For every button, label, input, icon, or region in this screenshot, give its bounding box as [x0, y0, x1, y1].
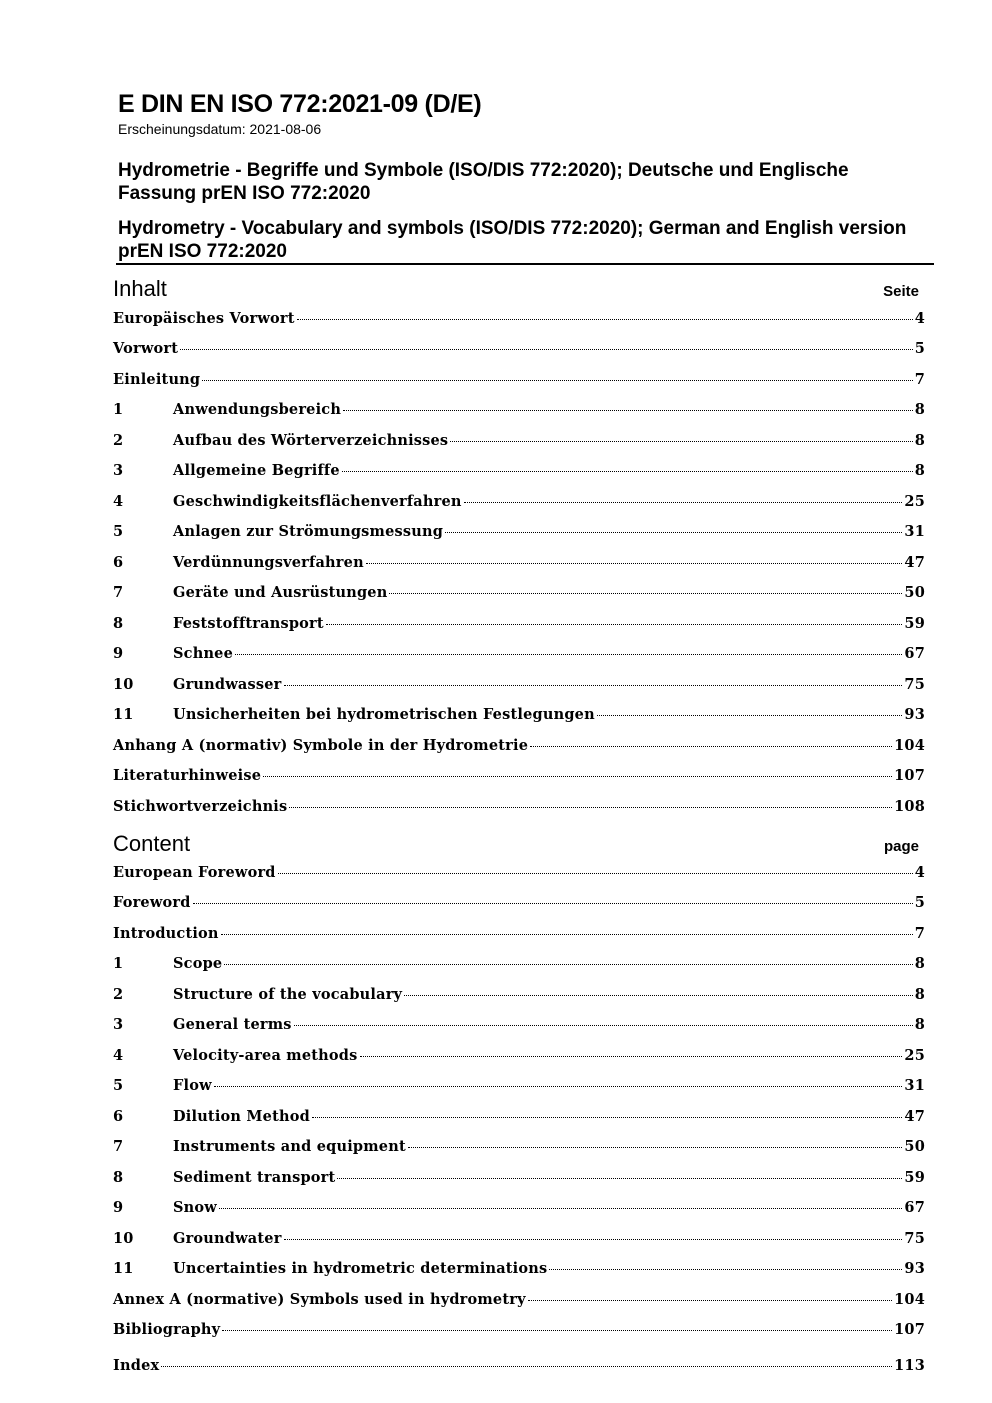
- toc-entry-number: 4: [113, 1047, 124, 1064]
- toc-entry-label: Geräte und Ausrüstungen: [173, 584, 388, 601]
- toc-entry-page: 4: [914, 310, 925, 327]
- toc-entry-label: Snow: [173, 1199, 217, 1216]
- toc-entry-page: 5: [914, 894, 925, 911]
- toc-entry-number: 6: [113, 554, 124, 571]
- toc-entry[interactable]: [113, 986, 925, 1008]
- toc-entry[interactable]: [113, 1230, 925, 1252]
- toc-entry[interactable]: [113, 1169, 925, 1191]
- toc-entry-page: 8: [914, 1016, 925, 1033]
- toc-entry[interactable]: [113, 432, 925, 454]
- title-german: Hydrometrie - Begriffe und Symbole (ISO/DIS 772:2020); Deutsche und Englische Fassung prEN ISO 772:2020: [118, 160, 849, 204]
- toc-entry-label: Groundwater: [173, 1230, 282, 1247]
- toc-entry-page: 67: [904, 645, 925, 662]
- toc-entry[interactable]: [113, 767, 925, 789]
- header-rule: [116, 263, 934, 265]
- toc-entry[interactable]: [113, 1108, 925, 1130]
- toc-entry-label: Introduction: [113, 925, 219, 942]
- toc-dot-leader: [597, 715, 903, 716]
- toc-entry-label: Allgemeine Begriffe: [173, 462, 340, 479]
- toc-entry-page: 5: [914, 340, 925, 357]
- toc-entry-label: Anwendungsbereich: [173, 401, 342, 418]
- toc-entry[interactable]: [113, 955, 925, 977]
- toc-entry[interactable]: [113, 706, 925, 728]
- toc-entry-number: 6: [113, 1108, 124, 1125]
- toc-entry[interactable]: [113, 798, 925, 820]
- toc-dot-leader: [284, 1239, 903, 1240]
- toc-entry-label: Index: [113, 1357, 160, 1374]
- toc-entry-number: 2: [113, 986, 124, 1003]
- toc-entry-page: 67: [904, 1199, 925, 1216]
- toc-entry-label: Europäisches Vorwort: [113, 310, 295, 327]
- toc-dot-leader: [193, 903, 913, 904]
- toc-dot-leader: [224, 964, 912, 965]
- toc-dot-leader: [530, 746, 892, 747]
- toc-entry[interactable]: [113, 493, 925, 515]
- toc-entry-label: Verdünnungsverfahren: [173, 554, 364, 571]
- toc-entry-label: Schnee: [173, 645, 234, 662]
- toc-entry-page: 93: [904, 706, 925, 723]
- toc-dot-leader: [337, 1178, 902, 1179]
- toc-entry-number: 9: [113, 645, 124, 662]
- toc-entry[interactable]: [113, 1047, 925, 1069]
- toc-entry-label: Foreword: [113, 894, 191, 911]
- toc-entry-number: 7: [113, 1138, 124, 1155]
- toc-entry-page: 104: [894, 737, 925, 754]
- toc-entry-page: 107: [894, 1321, 925, 1338]
- toc-entry[interactable]: [113, 894, 925, 916]
- toc-entry-label: Sediment transport: [173, 1169, 336, 1186]
- toc-en-heading: [113, 831, 921, 857]
- toc-entry-page: 31: [904, 1077, 925, 1094]
- toc-entry-label: Vorwort: [113, 340, 179, 357]
- toc-entry-label: General terms: [173, 1016, 292, 1033]
- toc-dot-leader: [342, 471, 913, 472]
- toc-dot-leader: [289, 807, 892, 808]
- toc-entry-label: Einleitung: [113, 371, 201, 388]
- toc-entry-number: 4: [113, 493, 124, 510]
- toc-entry[interactable]: [113, 737, 925, 759]
- toc-entry-page: 47: [904, 1108, 925, 1125]
- toc-entry-label: Uncertainties in hydrometric determinations: [173, 1260, 548, 1277]
- toc-entry-page: 108: [894, 798, 925, 815]
- toc-dot-leader: [297, 319, 913, 320]
- toc-dot-leader: [294, 1025, 913, 1026]
- toc-dot-leader: [464, 502, 903, 503]
- toc-dot-leader: [284, 685, 903, 686]
- toc-entry-label: European Foreword: [113, 864, 276, 881]
- toc-dot-leader: [312, 1117, 902, 1118]
- toc-entry-page: 93: [904, 1260, 925, 1277]
- toc-dot-leader: [366, 563, 903, 564]
- toc-entry-page: 107: [894, 767, 925, 784]
- toc-entry-number: 11: [113, 1260, 134, 1277]
- toc-dot-leader: [222, 1330, 892, 1331]
- toc-entry[interactable]: [113, 1260, 925, 1282]
- toc-entry-label: Stichwortverzeichnis: [113, 798, 288, 815]
- toc-entry-page: 50: [904, 1138, 925, 1155]
- toc-entry-number: 1: [113, 955, 124, 972]
- toc-entry-label: Literaturhinweise: [113, 767, 262, 784]
- toc-entry-label: Feststofftransport: [173, 615, 324, 632]
- toc-dot-leader: [343, 410, 913, 411]
- toc-entry-label: Unsicherheiten bei hydrometrischen Festlegungen: [173, 706, 595, 723]
- toc-dot-leader: [219, 1208, 902, 1209]
- toc-entry-page: 75: [904, 1230, 925, 1247]
- toc-entry[interactable]: [113, 1199, 925, 1221]
- toc-en-page-label: page: [883, 838, 919, 855]
- toc-entry-page: 113: [894, 1357, 925, 1374]
- toc-entry-number: 5: [113, 1077, 124, 1094]
- toc-dot-leader: [528, 1300, 892, 1301]
- toc-entry-page: 50: [904, 584, 925, 601]
- toc-entry[interactable]: [113, 554, 925, 576]
- publication-date: Erscheinungsdatum: 2021-08-06: [118, 121, 322, 137]
- toc-dot-leader: [235, 654, 902, 655]
- toc-entry-label: Velocity-area methods: [173, 1047, 358, 1064]
- toc-dot-leader: [404, 995, 913, 996]
- toc-entry[interactable]: [113, 1321, 925, 1343]
- toc-entry-number: 10: [113, 676, 134, 693]
- toc-entry-label: Bibliography: [113, 1321, 221, 1338]
- toc-de-title: Inhalt: [113, 276, 167, 301]
- toc-entry-label: Instruments and equipment: [173, 1138, 406, 1155]
- toc-entry-page: 7: [914, 371, 925, 388]
- toc-entry-page: 47: [904, 554, 925, 571]
- toc-entry-page: 8: [914, 986, 925, 1003]
- toc-entry[interactable]: [113, 310, 925, 332]
- toc-dot-leader: [408, 1147, 903, 1148]
- toc-entry[interactable]: [113, 401, 925, 423]
- toc-entry-page: 8: [914, 432, 925, 449]
- toc-entry-label: Aufbau des Wörterverzeichnisses: [173, 432, 449, 449]
- toc-entry[interactable]: [113, 925, 925, 947]
- toc-dot-leader: [214, 1086, 903, 1087]
- toc-entry[interactable]: [113, 864, 925, 886]
- toc-dot-leader: [263, 776, 892, 777]
- toc-entry[interactable]: [113, 645, 925, 667]
- document-id: E DIN EN ISO 772:2021-09 (D/E): [118, 90, 482, 118]
- toc-dot-leader: [326, 624, 903, 625]
- toc-entry-number: 3: [113, 1016, 124, 1033]
- toc-dot-leader: [180, 349, 913, 350]
- toc-entry-number: 10: [113, 1230, 134, 1247]
- toc-dot-leader: [278, 873, 913, 874]
- toc-entry[interactable]: [113, 462, 925, 484]
- toc-entry-page: 59: [904, 615, 925, 632]
- toc-entry[interactable]: [113, 1138, 925, 1160]
- toc-entry-number: 1: [113, 401, 124, 418]
- toc-entry-number: 3: [113, 462, 124, 479]
- toc-entry-page: 7: [914, 925, 925, 942]
- toc-entry-number: 7: [113, 584, 124, 601]
- toc-entry-page: 25: [904, 1047, 925, 1064]
- toc-entry[interactable]: [113, 523, 925, 545]
- toc-entry[interactable]: [113, 371, 925, 393]
- title-english: Hydrometry - Vocabulary and symbols (ISO/DIS 772:2020); German and English version prEN ISO 772:2020: [118, 218, 907, 262]
- toc-entry-label: Structure of the vocabulary: [173, 986, 403, 1003]
- toc-dot-leader: [360, 1056, 903, 1057]
- toc-entry-page: 104: [894, 1291, 925, 1308]
- toc-entry[interactable]: [113, 1077, 925, 1099]
- toc-entry-label: Geschwindigkeitsflächenverfahren: [173, 493, 462, 510]
- toc-entry-number: 8: [113, 615, 124, 632]
- toc-entry[interactable]: [113, 1357, 925, 1379]
- toc-entry-number: 5: [113, 523, 124, 540]
- toc-dot-leader: [549, 1269, 902, 1270]
- toc-dot-leader: [161, 1366, 892, 1367]
- toc-dot-leader: [445, 532, 902, 533]
- toc-entry[interactable]: [113, 676, 925, 698]
- toc-entry-page: 25: [904, 493, 925, 510]
- toc-entry[interactable]: [113, 615, 925, 637]
- toc-entry-number: 9: [113, 1199, 124, 1216]
- toc-entry-number: 2: [113, 432, 124, 449]
- toc-entry-page: 59: [904, 1169, 925, 1186]
- toc-entry-number: 8: [113, 1169, 124, 1186]
- toc-entry[interactable]: [113, 584, 925, 606]
- toc-dot-leader: [221, 934, 913, 935]
- toc-entry[interactable]: [113, 1016, 925, 1038]
- toc-entry-page: 8: [914, 401, 925, 418]
- toc-dot-leader: [202, 380, 912, 381]
- toc-entry-label: Dilution Method: [173, 1108, 310, 1125]
- toc-entry-number: 11: [113, 706, 134, 723]
- toc-entry[interactable]: [113, 1291, 925, 1313]
- toc-entry-label: Grundwasser: [173, 676, 282, 693]
- toc-entry-page: 8: [914, 462, 925, 479]
- toc-entry[interactable]: [113, 340, 925, 362]
- toc-en-title: Content: [113, 831, 191, 856]
- toc-entry-page: 31: [904, 523, 925, 540]
- toc-entry-label: Scope: [173, 955, 223, 972]
- toc-entry-label: Annex A (normative) Symbols used in hydrometry: [113, 1291, 526, 1308]
- toc-entry-label: Flow: [173, 1077, 212, 1094]
- toc-entry-label: Anlagen zur Strömungsmessung: [173, 523, 444, 540]
- toc-dot-leader: [450, 441, 912, 442]
- toc-dot-leader: [389, 593, 902, 594]
- toc-de-page-label: Seite: [883, 283, 919, 300]
- toc-de-heading: [113, 276, 921, 302]
- toc-entry-page: 4: [914, 864, 925, 881]
- toc-entry-page: 75: [904, 676, 925, 693]
- toc-entry-label: Anhang A (normativ) Symbole in der Hydrometrie: [113, 737, 529, 754]
- toc-entry-page: 8: [914, 955, 925, 972]
